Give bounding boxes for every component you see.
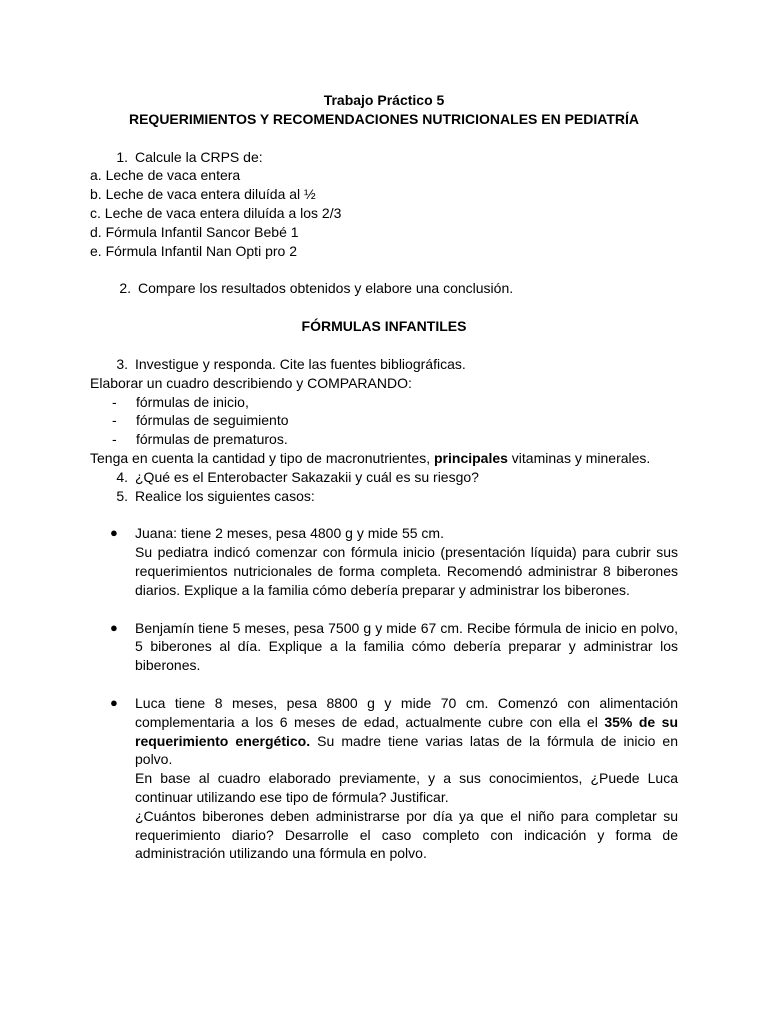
case-text-part: Su madre tiene varias latas de la fórmula de inicio en polvo. bbox=[135, 732, 678, 768]
question-3 bbox=[90, 355, 678, 374]
note-text: Tenga en cuenta la cantidad y tipo de macronutrientes, bbox=[90, 449, 434, 466]
document-page bbox=[90, 91, 678, 863]
list-item: e. Fórmula Infantil Nan Opti pro 2 bbox=[90, 242, 297, 259]
list-item-text: fórmulas de inicio, bbox=[136, 393, 249, 410]
dash-marker: - bbox=[112, 412, 117, 429]
question-text: Investigue y responda. Cite las fuentes bibliográficas. bbox=[135, 355, 466, 372]
note-bold-text: principales bbox=[434, 449, 508, 466]
section-title: FÓRMULAS INFANTILES bbox=[301, 318, 467, 335]
page-subtitle: REQUERIMIENTOS Y RECOMENDACIONES NUTRICIONALES EN PEDIATRÍA bbox=[128, 110, 639, 127]
note-text: vitaminas y minerales. bbox=[507, 449, 651, 466]
question-intro: Elaborar un cuadro describiendo y COMPARANDO: bbox=[90, 374, 412, 391]
list-item: b. Leche de vaca entera diluída al ½ bbox=[90, 186, 316, 203]
question-2 bbox=[90, 279, 678, 298]
question-number: 4. bbox=[116, 468, 128, 485]
list-item bbox=[90, 393, 678, 412]
case-text-part: Luca tiene 8 meses, pesa 8800 g y mide 70 cm. Comenzó con alimentación complementaria a los 6 meses de edad, actualmente cubre con ella el bbox=[135, 694, 678, 730]
question-number: 1. bbox=[116, 148, 128, 165]
question-4 bbox=[90, 468, 678, 487]
case-text: ¿Cuántos biberones deben administrarse por día ya que el niño para completar su requerimiento diario? Desarrolle el caso completo con indicación y forma de administración utilizando una fórmula en polvo. bbox=[135, 807, 678, 862]
page-title: Trabajo Práctico 5 bbox=[323, 92, 445, 108]
case-juana bbox=[90, 524, 678, 599]
question-text: Realice los siguientes casos: bbox=[135, 487, 315, 504]
question-text: Compare los resultados obtenidos y elabore una conclusión. bbox=[138, 280, 514, 297]
case-text: Su pediatra indicó comenzar con fórmula inicio (presentación líquida) para cubrir sus requerimientos nutricionales de forma completa. Recomendó administrar 8 biberones diarios. Explique a la familia cómo debería preparar y administrar los biberones. bbox=[135, 544, 678, 598]
question-number: 5. bbox=[116, 487, 128, 504]
list-item bbox=[90, 411, 678, 430]
case-benjamin bbox=[90, 619, 678, 675]
bullet-icon: ● bbox=[110, 694, 118, 710]
case-text bbox=[135, 694, 678, 769]
bullet-icon: ● bbox=[110, 525, 118, 541]
question-text: ¿Qué es el Enterobacter Sakazakii y cuál es su riesgo? bbox=[135, 468, 479, 485]
list-item: d. Fórmula Infantil Sancor Bebé 1 bbox=[90, 223, 299, 240]
list-item bbox=[90, 430, 678, 449]
list-item: c. Leche de vaca entera diluída a los 2/3 bbox=[90, 204, 342, 221]
dash-marker: - bbox=[112, 431, 117, 448]
case-text: Benjamín tiene 5 meses, pesa 7500 g y mide 67 cm. Recibe fórmula de inicio en polvo, 5 biberones al día. Explique a la familia cómo debería preparar y administrar los biberones. bbox=[135, 619, 678, 674]
case-bold-text: 35% de su requerimiento energético. bbox=[135, 713, 679, 749]
question-text: Calcule la CRPS de: bbox=[135, 148, 263, 165]
case-text: Juana: tiene 2 meses, pesa 4800 g y mide 55 cm. bbox=[135, 525, 444, 542]
bullet-icon: ● bbox=[110, 619, 118, 635]
question-number: 3. bbox=[116, 355, 128, 372]
case-text: En base al cuadro elaborado previamente, y a sus conocimientos, ¿Puede Luca continuar utilizando ese tipo de fórmula? Justificar. bbox=[135, 770, 678, 805]
list-item-text: fórmulas de prematuros. bbox=[136, 431, 288, 448]
case-luca bbox=[90, 694, 678, 863]
question-note bbox=[90, 449, 678, 468]
list-item: a. Leche de vaca entera bbox=[90, 167, 241, 184]
question-1 bbox=[90, 148, 678, 167]
question-5 bbox=[90, 487, 678, 506]
question-number: 2. bbox=[119, 280, 131, 297]
list-item-text: fórmulas de seguimiento bbox=[136, 412, 289, 429]
dash-marker: - bbox=[112, 393, 117, 410]
